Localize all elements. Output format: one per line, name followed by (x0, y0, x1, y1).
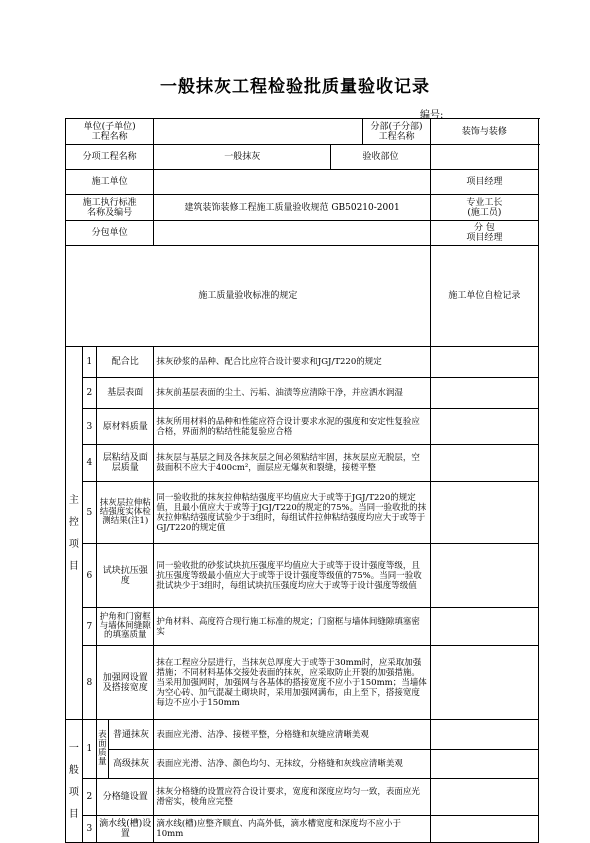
item-project-value[interactable]: 一般抹灰 (154, 145, 331, 170)
general-item-no: 2 (82, 779, 97, 816)
subcontract-value[interactable] (154, 221, 430, 246)
record-code-label: 编号: (420, 110, 444, 121)
main-item-name: 抹灰层拉伸粘结强度实体检测结果(注1) (97, 482, 154, 544)
general-item-name: 分格缝设置 (97, 779, 154, 816)
main-item-no: 6 (82, 544, 97, 608)
general-item-name: 高级抹灰 (108, 750, 154, 779)
sub-project-label: 分部(子分部) 工程名称 (363, 119, 431, 145)
main-item-standard: 护角材料、高度符合现行施工标准的规定；门窗框与墙体间缝隙填塞密实 (154, 608, 430, 646)
col-header-self-check: 施工单位自检记录 (430, 246, 538, 347)
main-item-standard: 同一验收批的砂浆试块抗压强度平均值应大于或等于设计强度等级，且抗压强度等级最小值应大于或等于设计强度等级值的75%。当同一验收批试块少于3组时，每组试块抗压强度均应大于或等于设计强度等级值 (154, 544, 430, 608)
col-header-standard: 施工质量验收标准的规定 (66, 246, 431, 347)
sub-project-value[interactable]: 装饰与装修 (430, 119, 538, 145)
main-item-self-check[interactable] (430, 544, 538, 608)
main-item-no: 7 (82, 608, 97, 646)
general-item-no: 3 (82, 816, 97, 843)
general-item-standard: 滴水线(槽)应整齐顺直、内高外低，滴水槽宽度和深度均不应小于10mm (154, 816, 430, 843)
acceptance-record-table (65, 118, 539, 843)
foreman-label: 专业工长 (施工员) (430, 195, 538, 221)
main-item-self-check[interactable] (430, 482, 538, 544)
general-item-self-check[interactable] (430, 816, 538, 843)
main-item-standard: 抹在工程应分层进行，当抹灰总厚度大于或等于30mm时，应采取加强措施；不同材料基体交接处表面的抹灰，应采取防止开裂的加强措施。当采用加强网时，加强网与各基体的搭接宽度不应小于150mm；当墙体为空心砖、加气混凝土砌块时，采用加强网满布，由上至下，搭接宽度每边不应小于150mm (154, 646, 430, 720)
unit-project-value[interactable] (154, 119, 363, 145)
general-item-standard: 表面应光滑、洁净、颜色均匀、无抹纹，分格缝和灰线应清晰美观 (154, 750, 430, 779)
sub-pm-label: 分 包 项目经理 (430, 221, 538, 246)
main-control-group-label: 主 控 项 目 (66, 347, 83, 720)
main-item-self-check[interactable] (430, 608, 538, 646)
general-item-standard: 表面应光滑、洁净、接槎平整，分格缝和灰缝应清晰美观 (154, 720, 430, 750)
main-item-name: 护角和门窗框与墙体间缝隙的填塞质量 (97, 608, 154, 646)
standard-label: 施工执行标准 名称及编号 (66, 195, 154, 221)
page-title: 一般抹灰工程检验批质量验收记录 (160, 77, 430, 97)
item-project-label: 分项工程名称 (66, 145, 154, 170)
main-item-standard: 抹灰砂浆的品种、配合比应符合设计要求和JGJ/T220的规定 (154, 347, 430, 378)
subcontract-label: 分包单位 (66, 221, 154, 246)
general-item-self-check[interactable] (430, 779, 538, 816)
main-item-self-check[interactable] (430, 409, 538, 445)
standard-value[interactable]: 建筑装饰装修工程施工质量验收规范 GB50210-2001 (154, 195, 430, 221)
general-item-self-check[interactable] (430, 750, 538, 779)
construction-unit-value[interactable] (154, 170, 430, 195)
construction-unit-label: 施工单位 (66, 170, 154, 195)
main-item-name: 加强网设置及搭接宽度 (97, 646, 154, 720)
main-item-no: 2 (82, 378, 97, 409)
main-item-name: 配合比 (97, 347, 154, 378)
main-item-no: 8 (82, 646, 97, 720)
main-item-name: 基层表面 (97, 378, 154, 409)
main-item-name: 试块抗压强度 (97, 544, 154, 608)
main-item-self-check[interactable] (430, 445, 538, 482)
main-item-standard: 同一验收批的抹灰拉伸粘结强度平均值应大于或等于JGJ/T220的规定值，且最小值应大于或等于JGJ/T220的规定的75%。当同一验收批的抹灰拉伸粘结强度试验少于3组时，每组试件拉伸粘结强度均应大于或等于GJ/T220的规定值 (154, 482, 430, 544)
main-item-name: 层粘结及面层质量 (97, 445, 154, 482)
main-item-no: 4 (82, 445, 97, 482)
general-group-label: 一 般 项 目 (66, 720, 83, 843)
acceptance-part-label: 验收部位 (331, 145, 431, 170)
general-item-name: 普通抹灰 (108, 720, 154, 750)
unit-project-label: 单位(子单位) 工程名称 (66, 119, 154, 145)
general-item-name: 滴水线(槽)设置 (97, 816, 154, 843)
main-item-self-check[interactable] (430, 646, 538, 720)
main-item-standard: 抹灰层与基层之间及各抹灰层之间必须粘结牢固，抹灰层应无脱层，空鼓面积不应大于400cm²，面层应无爆灰和裂缝，接槎平整 (154, 445, 430, 482)
main-item-standard: 抹灰所用材料的品种和性能应符合设计要求水泥的强度和安定性复验应合格，界面剂的粘结性能复验应合格 (154, 409, 430, 445)
main-item-self-check[interactable] (430, 378, 538, 409)
main-item-standard: 抹灰前基层表面的尘土、污垢、油渍等应清除干净，并应洒水润湿 (154, 378, 430, 409)
acceptance-part-value[interactable] (430, 145, 538, 170)
main-item-no: 1 (82, 347, 97, 378)
main-item-no: 5 (82, 482, 97, 544)
project-manager-label: 项目经理 (430, 170, 538, 195)
main-item-no: 3 (82, 409, 97, 445)
general-item-self-check[interactable] (430, 720, 538, 750)
general-item-standard: 抹灰分格缝的设置应符合设计要求，宽度和深度应均匀一致，表面应光滑密实，棱角应完整 (154, 779, 430, 816)
general-item-no: 1 (82, 720, 97, 779)
main-item-name: 原材料质量 (97, 409, 154, 445)
main-item-self-check[interactable] (430, 347, 538, 378)
surface-quality-label: 表面质量 (97, 720, 108, 779)
